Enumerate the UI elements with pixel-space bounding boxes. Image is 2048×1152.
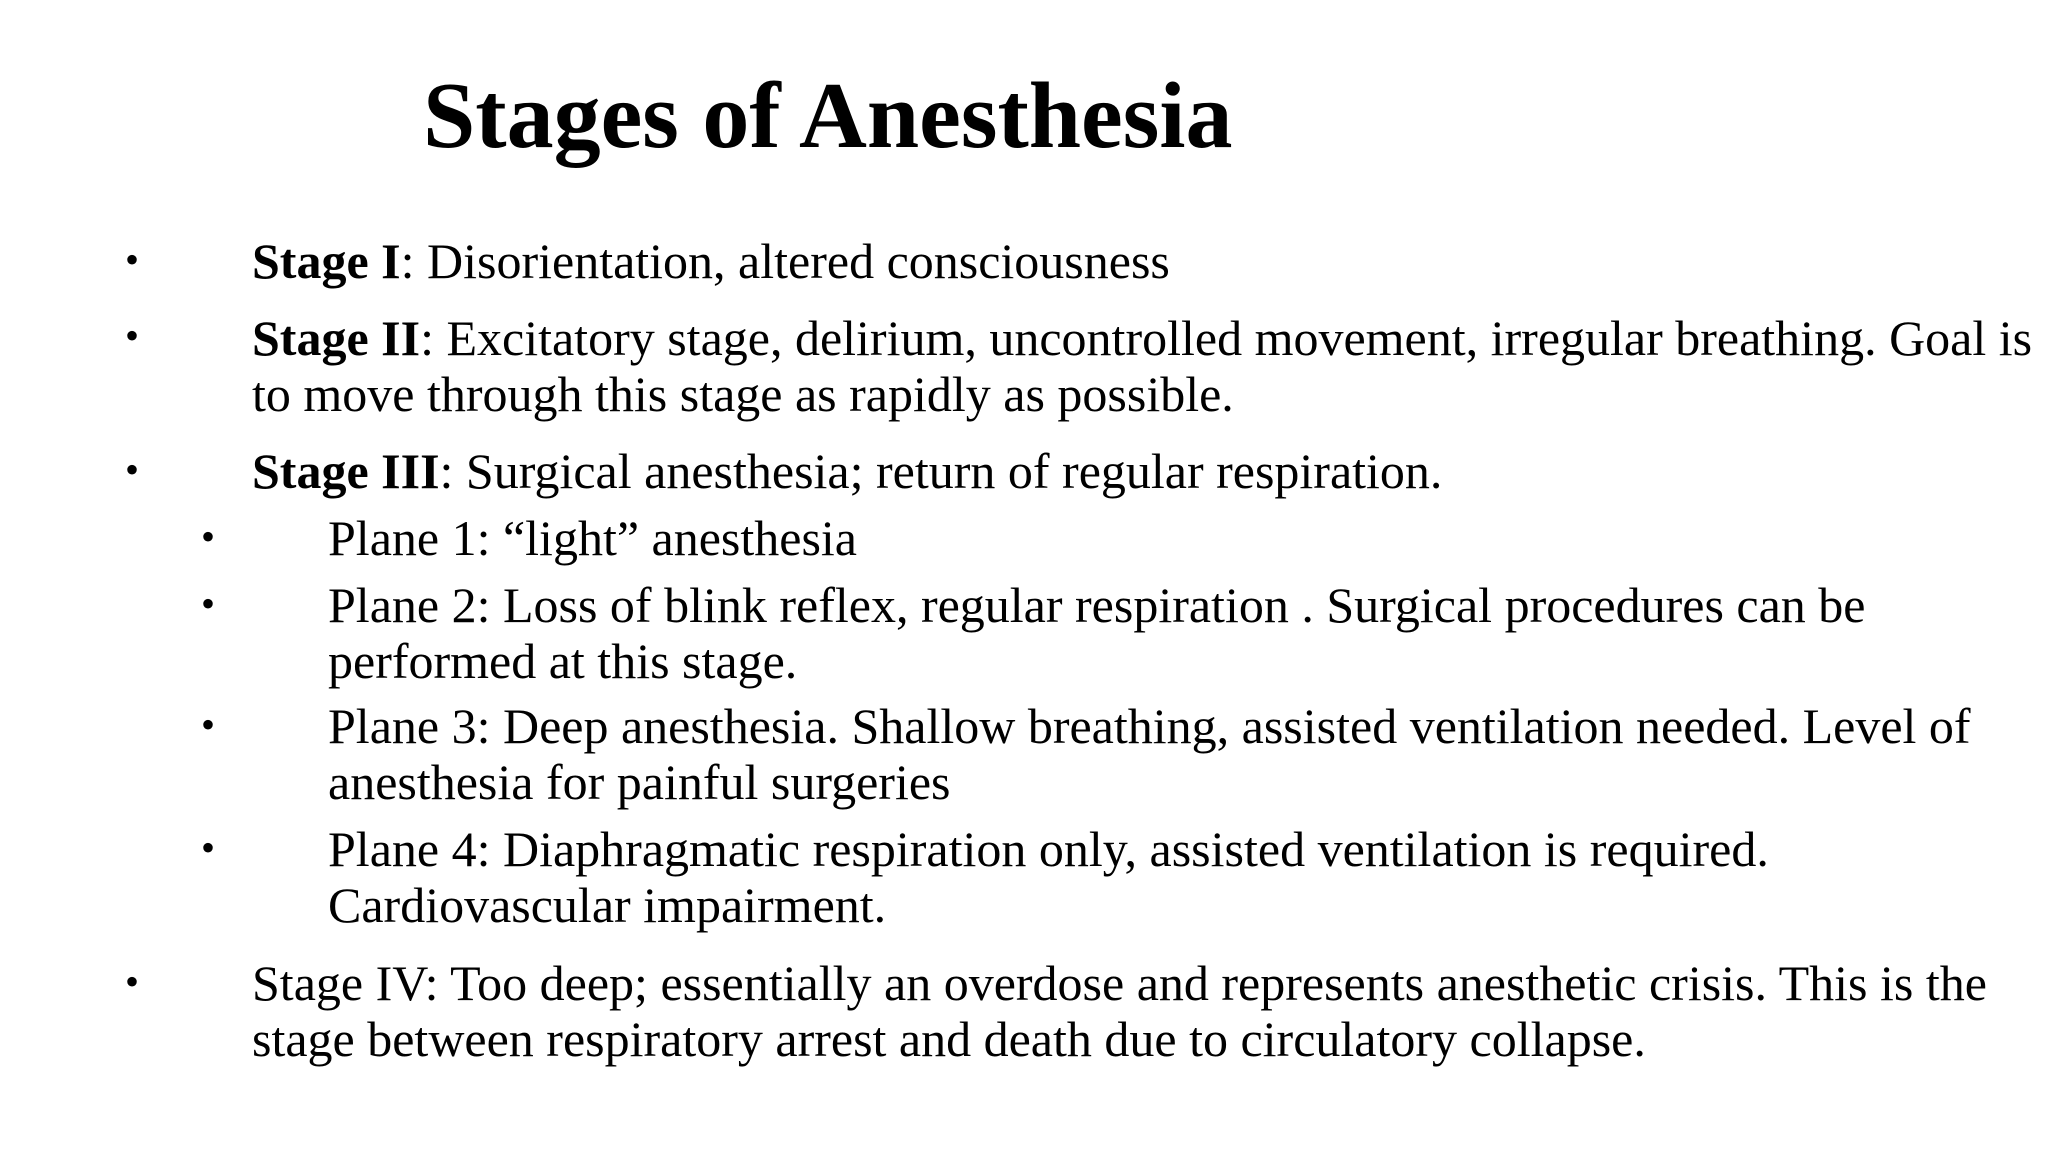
stage-i-text: : Disorientation, altered consciousness	[400, 233, 1170, 289]
plane-3-item: Plane 3: Deep anesthesia. Shallow breathing, assisted ventilation needed. Level of anesthesia for painful surgeries	[328, 698, 1971, 810]
bullet-icon: •	[201, 581, 216, 626]
bullet-icon: •	[201, 702, 216, 747]
bullet-icon: •	[125, 959, 140, 1004]
bullet-icon: •	[201, 514, 216, 559]
slide-title: Stages of Anesthesia	[423, 64, 1233, 168]
stage-iii-item	[252, 443, 2042, 499]
stage-iii-label: Stage III	[252, 443, 440, 499]
stage-ii-label: Stage II	[252, 310, 421, 366]
stage-i-label: Stage I	[252, 233, 401, 289]
stage-ii-text: : Excitatory stage, delirium, uncontrolled movement, irregular breathing. Goal is to move through this stage as rapidly as possible.	[252, 310, 2033, 422]
bullet-icon: •	[125, 313, 140, 358]
plane-2-item: Plane 2: Loss of blink reflex, regular respiration . Surgical procedures can be performed at this stage.	[328, 577, 1866, 689]
bullet-icon: •	[201, 825, 216, 870]
stage-iv-item: Stage IV: Too deep; essentially an overdose and represents anesthetic crisis. This is the stage between respiratory arrest and death due to circulatory collapse.	[252, 955, 1987, 1067]
stage-i-item	[252, 233, 2042, 289]
bullet-icon: •	[125, 237, 140, 282]
plane-4-item: Plane 4: Diaphragmatic respiration only, assisted ventilation is required. Cardiovascular impairment.	[328, 821, 1769, 933]
stage-iii-text: : Surgical anesthesia; return of regular respiration.	[439, 443, 1443, 499]
stage-ii-item	[252, 310, 2042, 422]
bullet-icon: •	[125, 447, 140, 492]
plane-1-item: Plane 1: “light” anesthesia	[328, 510, 858, 566]
